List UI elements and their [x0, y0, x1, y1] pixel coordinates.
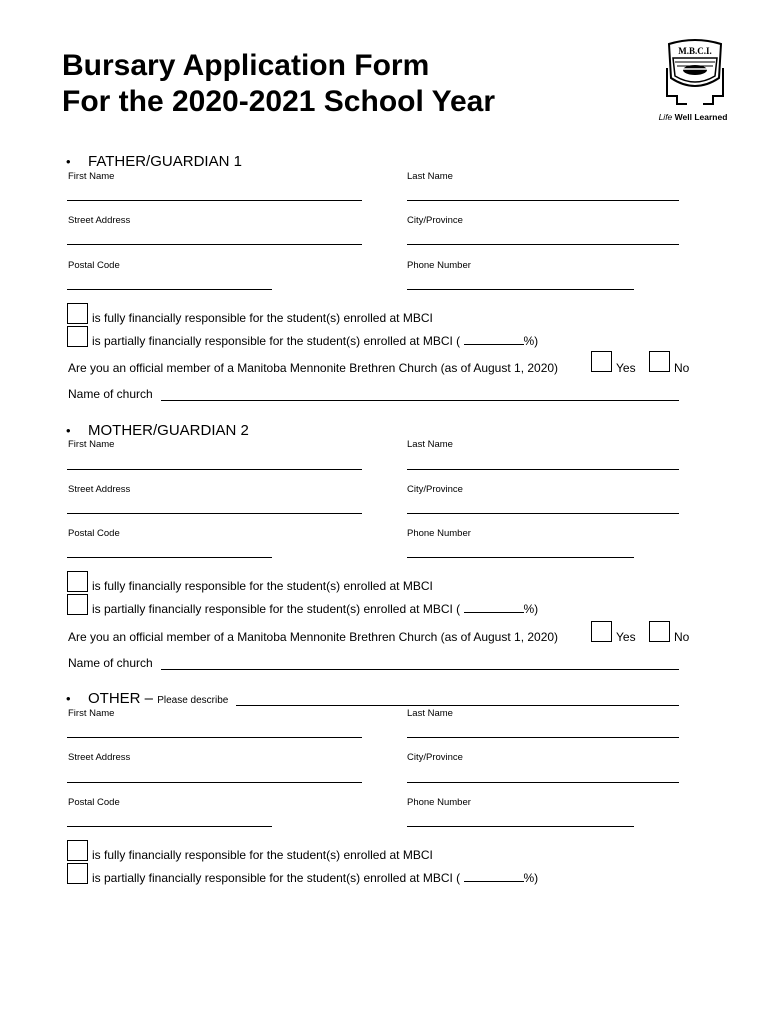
crest-icon: [661, 38, 729, 110]
postal-code-field[interactable]: [67, 557, 272, 558]
partially-responsible-text: is partially financially responsible for the student(s) enrolled at MBCI ( %): [92, 602, 539, 616]
fully-responsible-text: is fully financially responsible for the student(s) enrolled at MBCI: [92, 579, 433, 593]
phone-number-label: Phone Number: [407, 528, 471, 539]
postal-code-field[interactable]: [67, 826, 272, 827]
postal-code-label: Postal Code: [68, 797, 120, 808]
svg-text:M.B.C.I.: M.B.C.I.: [678, 46, 712, 56]
yes-label: Yes: [616, 361, 636, 375]
first-name-label: First Name: [68, 439, 115, 450]
section-guardian-2-heading: • MOTHER/GUARDIAN 2: [66, 422, 249, 439]
city-province-label: City/Province: [407, 484, 463, 495]
street-address-label: Street Address: [68, 484, 131, 495]
percentage-field[interactable]: [464, 334, 524, 345]
church-name-label: Name of church: [68, 387, 153, 401]
partially-responsible-text: is partially financially responsible for the student(s) enrolled at MBCI ( %): [92, 871, 539, 885]
member-question: Are you an official member of a Manitoba Mennonite Brethren Church (as of August 1, 2020): [68, 361, 559, 375]
no-label: No: [674, 361, 690, 375]
phone-number-field[interactable]: [407, 826, 634, 827]
first-name-field[interactable]: [67, 737, 362, 738]
member-no-checkbox[interactable]: [649, 351, 670, 372]
last-name-label: Last Name: [407, 171, 453, 182]
fully-responsible-text: is fully financially responsible for the student(s) enrolled at MBCI: [92, 848, 433, 862]
postal-code-field[interactable]: [67, 289, 272, 290]
percentage-field[interactable]: [464, 602, 524, 613]
last-name-field[interactable]: [407, 469, 679, 470]
first-name-label: First Name: [68, 708, 115, 719]
church-name-field[interactable]: [161, 400, 679, 401]
phone-number-label: Phone Number: [407, 260, 471, 271]
city-province-field[interactable]: [407, 513, 679, 514]
city-province-label: City/Province: [407, 752, 463, 763]
last-name-field[interactable]: [407, 200, 679, 201]
member-yes-checkbox[interactable]: [591, 351, 612, 372]
fully-responsible-text: is fully financially responsible for the student(s) enrolled at MBCI: [92, 311, 433, 325]
fully-responsible-checkbox[interactable]: [67, 303, 88, 324]
first-name-field[interactable]: [67, 469, 362, 470]
phone-number-field[interactable]: [407, 557, 634, 558]
partially-responsible-text: is partially financially responsible for the student(s) enrolled at MBCI ( %): [92, 334, 539, 348]
fully-responsible-checkbox[interactable]: [67, 571, 88, 592]
section-other-heading: • OTHER – Please describe: [66, 690, 229, 707]
partially-responsible-checkbox[interactable]: [67, 326, 88, 347]
street-address-field[interactable]: [67, 513, 362, 514]
last-name-label: Last Name: [407, 708, 453, 719]
postal-code-label: Postal Code: [68, 528, 120, 539]
member-no-checkbox[interactable]: [649, 621, 670, 642]
first-name-label: First Name: [68, 171, 115, 182]
fully-responsible-checkbox[interactable]: [67, 840, 88, 861]
form-title-line-1: Bursary Application Form: [62, 49, 430, 82]
street-address-field[interactable]: [67, 244, 362, 245]
tagline: Life Well Learned: [658, 112, 728, 122]
street-address-field[interactable]: [67, 782, 362, 783]
city-province-field[interactable]: [407, 782, 679, 783]
last-name-label: Last Name: [407, 439, 453, 450]
phone-number-label: Phone Number: [407, 797, 471, 808]
church-name-field[interactable]: [161, 669, 679, 670]
last-name-field[interactable]: [407, 737, 679, 738]
yes-label: Yes: [616, 630, 636, 644]
partially-responsible-checkbox[interactable]: [67, 863, 88, 884]
partially-responsible-checkbox[interactable]: [67, 594, 88, 615]
first-name-field[interactable]: [67, 200, 362, 201]
school-logo: [658, 38, 729, 122]
member-question: Are you an official member of a Manitoba Mennonite Brethren Church (as of August 1, 2020): [68, 630, 559, 644]
street-address-label: Street Address: [68, 752, 131, 763]
form-title-line-2: For the 2020-2021 School Year: [62, 85, 495, 118]
church-name-label: Name of church: [68, 656, 153, 670]
percentage-field[interactable]: [464, 871, 524, 882]
section-guardian-1-heading: • FATHER/GUARDIAN 1: [66, 153, 242, 170]
other-description-field[interactable]: [236, 705, 679, 706]
city-province-label: City/Province: [407, 215, 463, 226]
city-province-field[interactable]: [407, 244, 679, 245]
street-address-label: Street Address: [68, 215, 131, 226]
postal-code-label: Postal Code: [68, 260, 120, 271]
phone-number-field[interactable]: [407, 289, 634, 290]
no-label: No: [674, 630, 690, 644]
member-yes-checkbox[interactable]: [591, 621, 612, 642]
